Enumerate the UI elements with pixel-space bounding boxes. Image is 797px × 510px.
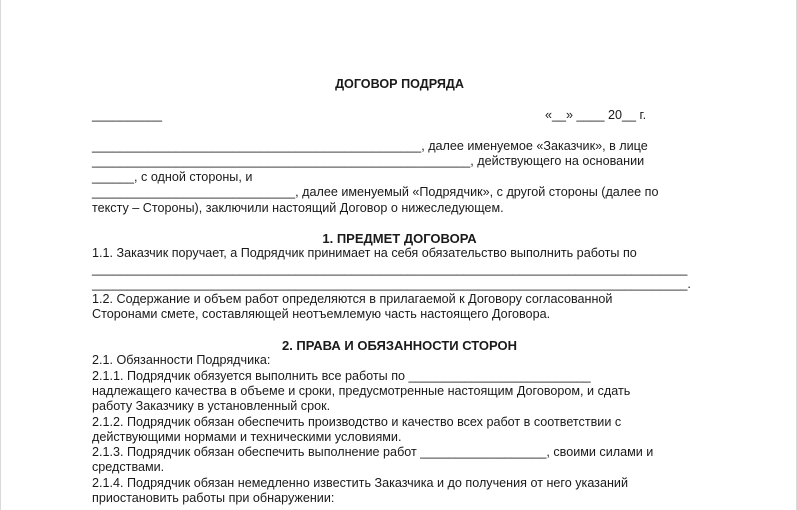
section-heading: 2. ПРАВА И ОБЯЗАННОСТИ СТОРОН — [281, 338, 518, 353]
preamble-line: ______________________________________________________, действующего на основании — [92, 154, 645, 168]
section-line: Сторонами смете, составляющей неотъемлемую часть настоящего Договора. — [92, 307, 551, 321]
place-blank: __________ — [92, 108, 163, 122]
preamble-line: _______________________________________________, далее именуемое «Заказчик», в лице — [92, 139, 648, 153]
section-line: 2.1.1. Подрядчик обязуется выполнить все работы по __________________________ — [92, 369, 591, 383]
preamble-line: ______, с одной стороны, и — [92, 170, 253, 184]
date-line: «__» ____ 20__ г. — [545, 108, 647, 122]
section-line: работу Заказчику в установленный срок. — [92, 399, 331, 413]
preamble-line: _____________________________, далее именуемый «Подрядчик», с другой стороны (далее по — [92, 185, 659, 199]
section-line: _____________________________________________________________________________________ — [92, 262, 688, 276]
section-line: надлежащего качества в объеме и сроки, предусмотренные настоящим Договором, и сдать — [92, 384, 631, 398]
section-heading: 1. ПРЕДМЕТ ДОГОВОРА — [322, 231, 477, 246]
section-line: _____________________________________________________________________________________. — [92, 277, 691, 291]
section-line: 2.1.2. Подрядчик обязан обеспечить производство и качество всех работ в соответствии с — [92, 415, 622, 429]
section-line: 2.1.3. Подрядчик обязан обеспечить выполнение работ __________________, своими силами и — [92, 445, 654, 459]
section-line: действующими нормами и техническими условиями. — [92, 430, 402, 444]
section-line: 2.1. Обязанности Подрядчика: — [92, 353, 271, 367]
preamble-line: тексту – Стороны), заключили настоящий Договор о нижеследующем. — [92, 201, 504, 215]
section-line: приостановить работы при обнаружении: — [92, 491, 335, 505]
section-line: 2.1.4. Подрядчик обязан немедленно известить Заказчика и до получения от него указаний — [92, 476, 628, 490]
section-line: 1.1. Заказчик поручает, а Подрядчик принимает на себя обязательство выполнить работы по — [92, 246, 637, 260]
section-line: средствами. — [92, 460, 165, 474]
section-line: 1.2. Содержание и объем работ определяются в прилагаемой к Договору согласованной — [92, 292, 613, 306]
document-title: ДОГОВОР ПОДРЯДА — [335, 77, 464, 91]
